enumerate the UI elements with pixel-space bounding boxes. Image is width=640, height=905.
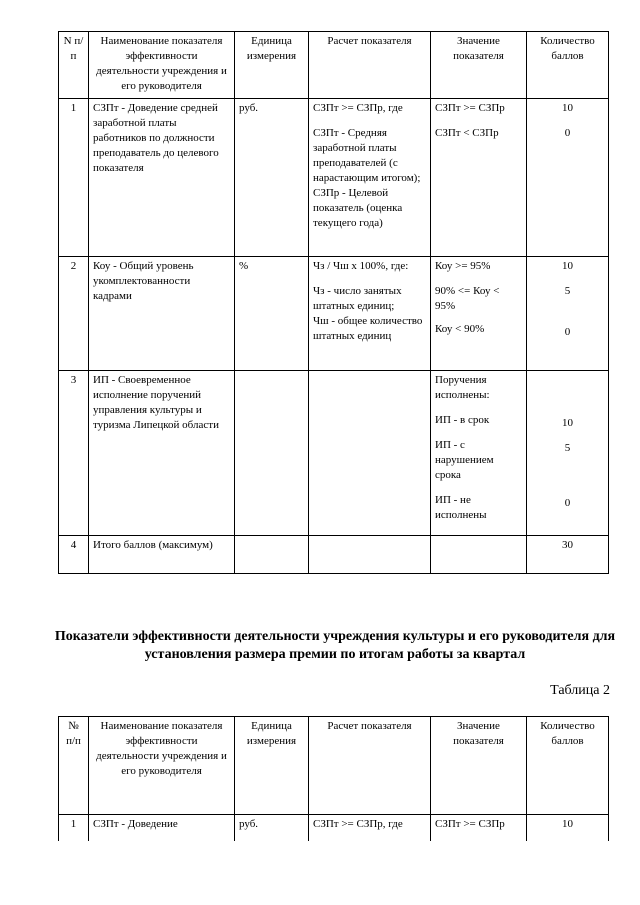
- points-value: 0: [564, 326, 571, 338]
- calc-formula: СЗПт >= СЗПр, где: [313, 102, 403, 114]
- table-row: [59, 371, 609, 536]
- points-value: 0: [564, 127, 571, 139]
- indicator-name: СЗПт - Доведение средней заработной платы работников по должности преподаватель до целевого показателя: [89, 99, 235, 257]
- header-indicator-name: Наименование показателя эффективности деятельности учреждения и его руководителя: [89, 717, 235, 815]
- points-cell: 10: [527, 815, 609, 841]
- calculation-cell: [309, 257, 431, 371]
- indicators-table-1: [58, 31, 609, 574]
- calculation-cell: СЗПт >= СЗПр, где: [309, 815, 431, 841]
- calc-definition: СЗПт - Средняя заработной платы преподавателей (с нарастающим итогом);: [313, 127, 421, 184]
- header-points: Количество баллов: [527, 717, 609, 815]
- value-condition: ИП - в срок: [435, 414, 490, 426]
- points-cell: [527, 257, 609, 371]
- header-number: N п/п: [59, 32, 89, 99]
- calc-formula: Чз / Чш x 100%, где:: [313, 260, 409, 272]
- row-number: 2: [59, 257, 89, 371]
- section-heading: Показатели эффективности деятельности учреждения культуры и его руководителя для установления размера премии по итогам работы за квартал: [54, 629, 616, 662]
- value-condition: СЗПт < СЗПр: [435, 127, 499, 139]
- indicator-name: ИП - Своевременное исполнение поручений управления культуры и туризма Липецкой области: [89, 371, 235, 536]
- calculation-cell: [309, 371, 431, 536]
- calc-definition: СЗПр - Целевой показатель (оценка текущего года): [313, 187, 403, 229]
- value-cell: [431, 536, 527, 574]
- table-header-row: [59, 32, 609, 99]
- value-condition: Поручения исполнены:: [435, 374, 490, 401]
- table-header-row: [59, 717, 609, 815]
- value-condition: ИП - не исполнены: [435, 494, 487, 521]
- table-label: Таблица 2: [550, 683, 610, 698]
- points-value: 5: [564, 442, 571, 454]
- header-value: Значение показателя: [431, 717, 527, 815]
- calculation-cell: [309, 99, 431, 257]
- table-row: [59, 257, 609, 371]
- points-value: 10: [562, 260, 573, 272]
- row-number: 3: [59, 371, 89, 536]
- unit-cell: руб.: [235, 99, 309, 257]
- header-calculation: Расчет показателя: [309, 717, 431, 815]
- value-condition: ИП - с нарушением срока: [435, 439, 494, 481]
- table-row: [59, 536, 609, 574]
- unit-cell: [235, 371, 309, 536]
- indicators-table-2: [58, 716, 609, 841]
- indicator-name: СЗПт - Доведение: [89, 815, 235, 841]
- points-total: 30: [562, 539, 573, 551]
- value-cell: СЗПт >= СЗПр: [431, 815, 527, 841]
- value-cell: [431, 257, 527, 371]
- unit-cell: [235, 536, 309, 574]
- header-points: Количество баллов: [527, 32, 609, 99]
- row-number: 4: [59, 536, 89, 574]
- header-number: № п/п: [59, 717, 89, 815]
- points-cell: [527, 371, 609, 536]
- value-condition: СЗПт >= СЗПр: [435, 102, 505, 114]
- value-condition: Коу >= 95%: [435, 260, 491, 272]
- calculation-cell: [309, 536, 431, 574]
- table-row: [59, 99, 609, 257]
- unit-cell: %: [235, 257, 309, 371]
- header-unit: Единица измерения: [235, 717, 309, 815]
- header-unit: Единица измерения: [235, 32, 309, 99]
- header-indicator-name: Наименование показателя эффективности деятельности учреждения и его руководителя: [89, 32, 235, 99]
- points-cell: [527, 99, 609, 257]
- points-value: 5: [564, 285, 571, 297]
- indicator-name: Итого баллов (максимум): [89, 536, 235, 574]
- calc-definition: Чз - число занятых штатных единиц;: [313, 285, 402, 312]
- points-value: 10: [562, 102, 573, 114]
- header-value: Значение показателя: [431, 32, 527, 99]
- value-cell: [431, 99, 527, 257]
- value-condition: 90% <= Коу < 95%: [435, 285, 500, 312]
- header-calculation: Расчет показателя: [309, 32, 431, 99]
- table-row: [59, 815, 609, 841]
- row-number: 1: [59, 99, 89, 257]
- value-cell: [431, 371, 527, 536]
- unit-cell: руб.: [235, 815, 309, 841]
- row-number: 1: [59, 815, 89, 841]
- indicator-name: Коу - Общий уровень укомплектованности кадрами: [89, 257, 235, 371]
- points-cell: [527, 536, 609, 574]
- value-condition: Коу < 90%: [435, 323, 485, 335]
- points-value: 0: [564, 497, 571, 509]
- points-value: 10: [562, 417, 573, 429]
- calc-definition: Чш - общее количество штатных единиц: [313, 315, 423, 342]
